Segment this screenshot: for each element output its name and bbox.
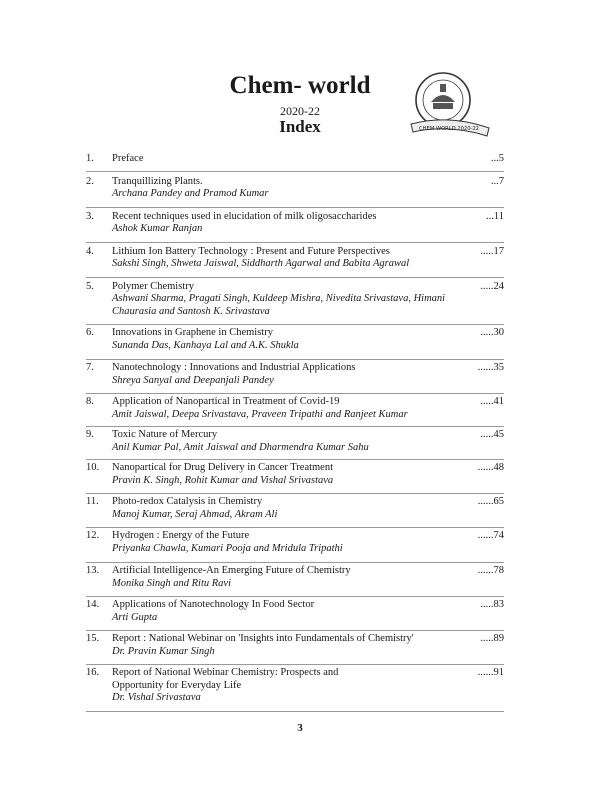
entry-number: 2.	[86, 175, 94, 187]
entry-page: .....17	[480, 245, 504, 257]
entry-page: ......65	[477, 496, 504, 507]
entry-body	[112, 496, 464, 521]
entry-body	[112, 362, 464, 387]
entry-number: 16.	[86, 667, 100, 678]
entry-body	[112, 429, 464, 454]
entry-authors: Pravin K. Singh, Rohit Kumar and Vishal Srivastava	[112, 474, 334, 486]
entry-authors: Archana Pandey and Pramod Kumar	[112, 188, 269, 199]
entry-authors: Manoj Kumar, Seraj Ahmad, Akram Ali	[112, 508, 278, 520]
entry-authors: Priyanka Chawla, Kumari Pooja and Mridula Tripathi	[112, 542, 343, 554]
entry-title: Nanopartical for Drug Delivery in Cancer Treatment	[112, 462, 334, 473]
entry-title: Hydrogen : Energy of the Future	[112, 530, 250, 541]
page-title: Chem- world	[229, 72, 371, 99]
entry-number: 15.	[86, 633, 100, 644]
entry-number: 6.	[86, 327, 94, 338]
entry-page: ......91	[477, 667, 504, 678]
entry-authors: Arti Gupta	[112, 611, 158, 623]
entry-body	[112, 176, 464, 201]
entry-number: 1.	[86, 153, 94, 164]
entry-body	[112, 246, 464, 271]
entry-title: Preface	[112, 153, 144, 164]
entry-body	[112, 530, 464, 555]
entry-number: 7.	[86, 362, 94, 373]
toc-entry	[86, 427, 504, 460]
toc-entry	[86, 394, 504, 427]
entry-title: Recent techniques used in elucidation of milk oligosaccharides	[112, 210, 377, 222]
entry-page: ......74	[477, 530, 504, 541]
entry-number: 5.	[86, 280, 94, 292]
toc-entry	[86, 278, 504, 326]
entry-page: .....41	[480, 396, 504, 407]
toc-entry	[86, 172, 504, 208]
seal-text: CHEM-WORLD 2020-22	[419, 126, 479, 132]
entry-body	[112, 565, 464, 590]
entry-body	[112, 462, 464, 487]
entry-authors: Sunanda Das, Kanhaya Lal and A.K. Shukla	[112, 339, 299, 351]
chem-world-seal-logo	[403, 66, 495, 146]
page-number: 3	[297, 722, 303, 734]
entry-body	[112, 281, 464, 319]
table-of-contents	[86, 151, 504, 712]
edition-year: 2020-22	[280, 104, 320, 118]
entry-authors: Monika Singh and Ritu Ravi	[112, 577, 231, 589]
entry-number: 8.	[86, 396, 94, 407]
entry-body	[112, 211, 464, 236]
toc-entry	[86, 528, 504, 563]
entry-page: .....89	[480, 633, 504, 644]
entry-page: .....24	[480, 280, 504, 292]
entry-authors: Dr. Pravin Kumar Singh	[112, 645, 215, 657]
entry-title: Applications of Nanotechnology In Food Sector	[112, 599, 315, 610]
entry-page: ...7	[490, 175, 504, 187]
entry-title: Opportunity for Everyday Life	[112, 679, 242, 691]
entry-authors: Sakshi Singh, Shweta Jaiswal, Siddharth Agarwal and Babita Agrawal	[112, 258, 410, 269]
entry-body	[112, 667, 464, 705]
toc-entry	[86, 460, 504, 494]
toc-entry	[86, 151, 504, 172]
toc-entry	[86, 360, 504, 394]
entry-page: .....45	[480, 429, 504, 440]
toc-entry	[86, 325, 504, 360]
entry-number: 3.	[86, 210, 94, 222]
entry-page: .....30	[480, 327, 504, 338]
entry-title: Tranquillizing Plants.	[112, 175, 203, 187]
entry-title: Lithium Ion Battery Technology : Present and Future Perspectives	[112, 245, 390, 257]
entry-title: Application of Nanopartical in Treatment of Covid-19	[112, 396, 340, 407]
entry-title: Report of National Webinar Chemistry: Prospects and	[112, 667, 339, 678]
entry-title: Artificial Intelligence-An Emerging Future of Chemistry	[112, 565, 351, 576]
toc-entry	[86, 208, 504, 243]
toc-entry	[86, 665, 504, 712]
entry-body	[112, 327, 464, 352]
toc-entry	[86, 494, 504, 528]
entry-title: Report : National Webinar on 'Insights into Fundamentals of Chemistry'	[112, 633, 414, 644]
entry-page: .....83	[480, 599, 504, 610]
entry-body	[112, 396, 464, 421]
entry-authors: Ashwani Sharma, Pragati Singh, Kuldeep Mishra, Nivedita Srivastava, Himani Chaurasia and Santosh K. Srivastava	[112, 293, 446, 317]
entry-authors: Dr. Vishal Srivastava	[112, 692, 201, 703]
entry-number: 4.	[86, 245, 94, 257]
entry-authors: Shreya Sanyal and Deepanjali Pandey	[112, 374, 274, 386]
toc-entry	[86, 563, 504, 597]
entry-title: Polymer Chemistry	[112, 280, 194, 292]
entry-title: Photo-redox Catalysis in Chemistry	[112, 496, 263, 507]
toc-entry	[86, 243, 504, 278]
entry-page: ......78	[477, 565, 504, 576]
entry-page: ......35	[477, 362, 504, 373]
entry-title: Toxic Nature of Mercury	[112, 429, 218, 440]
toc-entry	[86, 597, 504, 631]
entry-body	[112, 599, 464, 624]
entry-body	[112, 633, 464, 658]
entry-number: 12.	[86, 530, 100, 541]
entry-number: 14.	[86, 599, 100, 610]
entry-authors: Amit Jaiswal, Deepa Srivastava, Praveen Tripathi and Ranjeet Kumar	[112, 408, 408, 420]
entry-page: ...11	[486, 210, 504, 222]
entry-authors: Anil Kumar Pal, Amit Jaiswal and Dharmendra Kumar Sahu	[112, 441, 369, 453]
entry-number: 9.	[86, 429, 94, 440]
entry-number: 13.	[86, 565, 100, 576]
entry-authors: Ashok Kumar Ranjan	[112, 223, 203, 234]
index-heading: Index	[279, 117, 321, 136]
entry-number: 11.	[86, 496, 99, 507]
entry-page: ......48	[477, 462, 504, 473]
entry-page: ...5	[490, 153, 504, 164]
entry-number: 10.	[86, 462, 100, 473]
entry-body	[112, 153, 464, 166]
toc-entry	[86, 631, 504, 665]
entry-title: Nanotechnology : Innovations and Industrial Applications	[112, 362, 356, 373]
entry-title: Innovations in Graphene in Chemistry	[112, 327, 273, 338]
